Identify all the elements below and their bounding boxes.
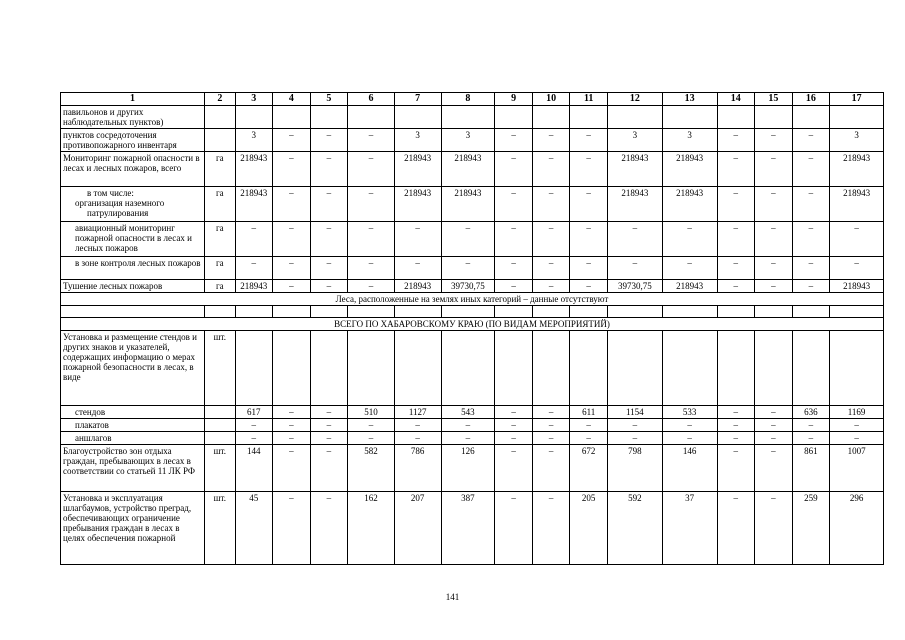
empty-cell xyxy=(570,306,608,318)
row-value: 218943 xyxy=(830,187,884,222)
section-row xyxy=(61,318,884,331)
row-unit: га xyxy=(205,257,235,280)
row-value: – xyxy=(755,152,793,187)
row-value: – xyxy=(495,280,533,293)
row-value: – xyxy=(717,257,755,280)
empty-cell xyxy=(792,306,830,318)
row-value: 617 xyxy=(235,406,273,419)
row-value: – xyxy=(755,492,793,565)
row-label xyxy=(61,432,205,445)
row-value xyxy=(607,106,662,129)
row-label-text: Мониторинг пожарной опасности в лесах и лесных пожаров, всего xyxy=(63,153,200,173)
row-value: – xyxy=(532,222,570,257)
row-value: – xyxy=(495,419,533,432)
row-unit xyxy=(205,406,235,419)
empty-cell xyxy=(273,306,311,318)
row-value: 218943 xyxy=(394,187,441,222)
column-header: 7 xyxy=(394,93,441,106)
row-value: – xyxy=(755,280,793,293)
row-value xyxy=(792,106,830,129)
row-value: – xyxy=(235,419,273,432)
row-value: – xyxy=(495,129,533,152)
row-value xyxy=(755,106,793,129)
row-value: – xyxy=(348,257,395,280)
row-value xyxy=(235,331,273,406)
row-value: – xyxy=(532,280,570,293)
row-value: – xyxy=(495,257,533,280)
row-value: – xyxy=(717,280,755,293)
row-unit: шт. xyxy=(205,331,235,406)
row-value: 1007 xyxy=(830,445,884,492)
column-header: 11 xyxy=(570,93,608,106)
empty-cell xyxy=(607,306,662,318)
column-header: 2 xyxy=(205,93,235,106)
row-value: 218943 xyxy=(235,187,273,222)
row-value: 672 xyxy=(570,445,608,492)
row-unit xyxy=(205,106,235,129)
row-value: – xyxy=(570,257,608,280)
row-label-text: в том числе: xyxy=(87,188,134,198)
row-value: – xyxy=(570,280,608,293)
row-label xyxy=(61,129,205,152)
row-value: – xyxy=(441,257,495,280)
row-value: – xyxy=(310,406,348,419)
column-header: 10 xyxy=(532,93,570,106)
table-row xyxy=(61,280,884,293)
empty-cell xyxy=(310,306,348,318)
row-value: – xyxy=(830,419,884,432)
row-value: 510 xyxy=(348,406,395,419)
row-value: – xyxy=(310,432,348,445)
column-header: 12 xyxy=(607,93,662,106)
row-value: – xyxy=(570,129,608,152)
row-value xyxy=(717,331,755,406)
row-value: – xyxy=(441,432,495,445)
row-unit: га xyxy=(205,222,235,257)
row-value xyxy=(310,331,348,406)
column-header: 15 xyxy=(755,93,793,106)
row-value: – xyxy=(755,257,793,280)
table-row xyxy=(61,331,884,406)
row-label xyxy=(61,445,205,492)
row-unit xyxy=(205,419,235,432)
row-value xyxy=(394,106,441,129)
row-value xyxy=(662,331,717,406)
row-unit: га xyxy=(205,187,235,222)
row-value xyxy=(662,106,717,129)
row-value: – xyxy=(830,257,884,280)
empty-cell xyxy=(61,306,205,318)
column-header: 3 xyxy=(235,93,273,106)
row-value xyxy=(792,331,830,406)
row-value xyxy=(441,331,495,406)
row-value: – xyxy=(348,187,395,222)
row-value: 3 xyxy=(662,129,717,152)
row-value xyxy=(348,106,395,129)
column-header: 1 xyxy=(61,93,205,106)
row-value: – xyxy=(310,187,348,222)
row-value: 205 xyxy=(570,492,608,565)
row-value: – xyxy=(310,445,348,492)
row-value: – xyxy=(830,432,884,445)
row-value: – xyxy=(273,257,311,280)
row-value: 218943 xyxy=(394,152,441,187)
row-value xyxy=(755,331,793,406)
row-value: – xyxy=(570,432,608,445)
row-value: – xyxy=(662,222,717,257)
row-label xyxy=(61,419,205,432)
row-value: – xyxy=(792,280,830,293)
table-row xyxy=(61,419,884,432)
empty-cell xyxy=(394,306,441,318)
row-value: – xyxy=(310,222,348,257)
row-value: – xyxy=(532,432,570,445)
row-value: 259 xyxy=(792,492,830,565)
row-value: – xyxy=(273,187,311,222)
empty-cell xyxy=(755,306,793,318)
row-value: – xyxy=(310,129,348,152)
row-value: – xyxy=(755,419,793,432)
row-value: – xyxy=(441,222,495,257)
row-value: – xyxy=(235,222,273,257)
row-unit: шт. xyxy=(205,492,235,565)
table-row xyxy=(61,492,884,565)
row-value: – xyxy=(662,432,717,445)
row-value: – xyxy=(310,419,348,432)
row-unit xyxy=(205,129,235,152)
row-value: – xyxy=(394,419,441,432)
row-label-text: аншлагов xyxy=(75,433,112,443)
row-value: 218943 xyxy=(830,280,884,293)
column-header: 9 xyxy=(495,93,533,106)
row-value: – xyxy=(717,187,755,222)
table-row xyxy=(61,187,884,222)
row-label xyxy=(61,257,205,280)
row-value: – xyxy=(570,222,608,257)
row-value: 387 xyxy=(441,492,495,565)
row-label-text: Установка и размещение стендов и других знаков и указателей, содержащих информацию о мерах пожарной безопасности в лесах, в виде xyxy=(63,332,197,382)
column-header: 5 xyxy=(310,93,348,106)
row-value: 3 xyxy=(441,129,495,152)
table-row xyxy=(61,152,884,187)
row-label xyxy=(61,492,205,565)
row-label-text: пунктов сосредоточения противопожарного инвентаря xyxy=(63,130,177,150)
row-value: – xyxy=(495,222,533,257)
row-value: – xyxy=(662,257,717,280)
row-value: 39730,75 xyxy=(607,280,662,293)
row-value: – xyxy=(792,129,830,152)
column-header: 13 xyxy=(662,93,717,106)
row-value: – xyxy=(495,492,533,565)
row-value: 533 xyxy=(662,406,717,419)
row-value: – xyxy=(310,152,348,187)
row-value: 218943 xyxy=(235,152,273,187)
row-value: 218943 xyxy=(441,187,495,222)
row-value: 611 xyxy=(570,406,608,419)
table-row xyxy=(61,106,884,129)
row-value: – xyxy=(310,280,348,293)
table-header-row xyxy=(61,93,884,106)
row-value: – xyxy=(717,406,755,419)
row-value: 592 xyxy=(607,492,662,565)
empty-cell xyxy=(348,306,395,318)
row-value: 3 xyxy=(830,129,884,152)
row-value: 1127 xyxy=(394,406,441,419)
row-value: 296 xyxy=(830,492,884,565)
row-label-text: Установка и эксплуатация шлагбаумов, устройство преград, обеспечивающих ограничение пребывания граждан в лесах в целях обеспечения пожарной xyxy=(63,493,192,543)
row-value xyxy=(570,106,608,129)
table-row xyxy=(61,129,884,152)
row-value: – xyxy=(273,129,311,152)
row-value: – xyxy=(273,406,311,419)
row-value: 162 xyxy=(348,492,395,565)
row-value: – xyxy=(570,187,608,222)
row-label xyxy=(61,222,205,257)
row-value: – xyxy=(607,222,662,257)
column-header: 4 xyxy=(273,93,311,106)
row-unit: га xyxy=(205,152,235,187)
row-label-text: павильонов и других наблюдательных пунктов) xyxy=(63,107,164,127)
row-value xyxy=(717,106,755,129)
row-value: – xyxy=(792,432,830,445)
row-value xyxy=(532,106,570,129)
row-value: 3 xyxy=(235,129,273,152)
row-value: – xyxy=(394,222,441,257)
section-total: ВСЕГО ПО ХАБАРОВСКОМУ КРАЮ (ПО ВИДАМ МЕРОПРИЯТИЙ) xyxy=(61,318,884,331)
row-value: 861 xyxy=(792,445,830,492)
row-label xyxy=(61,280,205,293)
row-value: – xyxy=(830,222,884,257)
row-value: 218943 xyxy=(394,280,441,293)
page-number: 141 xyxy=(445,592,460,602)
row-value: 218943 xyxy=(662,152,717,187)
row-value: – xyxy=(273,445,311,492)
row-value: 798 xyxy=(607,445,662,492)
empty-cell xyxy=(662,306,717,318)
row-value xyxy=(348,331,395,406)
row-value: – xyxy=(607,257,662,280)
row-value xyxy=(310,106,348,129)
row-value: 218943 xyxy=(662,280,717,293)
row-label-text: Тушение лесных пожаров xyxy=(63,281,163,291)
row-value: 1169 xyxy=(830,406,884,419)
row-value: 218943 xyxy=(235,280,273,293)
row-unit: га xyxy=(205,280,235,293)
table-row xyxy=(61,432,884,445)
row-value: – xyxy=(273,419,311,432)
row-value: 207 xyxy=(394,492,441,565)
row-value: 37 xyxy=(662,492,717,565)
row-value: – xyxy=(717,432,755,445)
column-header: 14 xyxy=(717,93,755,106)
row-label xyxy=(61,152,205,187)
row-value xyxy=(830,331,884,406)
row-value: – xyxy=(607,432,662,445)
row-value: – xyxy=(662,419,717,432)
row-value: – xyxy=(755,406,793,419)
row-value: 3 xyxy=(394,129,441,152)
row-value: – xyxy=(755,187,793,222)
row-value: – xyxy=(495,406,533,419)
row-value: – xyxy=(235,257,273,280)
empty-cell xyxy=(235,306,273,318)
row-value: – xyxy=(755,222,793,257)
row-value: – xyxy=(273,222,311,257)
row-value: – xyxy=(348,419,395,432)
section-row xyxy=(61,293,884,306)
row-unit xyxy=(205,432,235,445)
row-value: 218943 xyxy=(607,152,662,187)
row-value: – xyxy=(717,492,755,565)
row-value: – xyxy=(495,152,533,187)
row-label xyxy=(61,331,205,406)
empty-cell xyxy=(830,306,884,318)
row-value: – xyxy=(755,445,793,492)
row-value: – xyxy=(532,129,570,152)
row-label-text: авиационный мониторинг пожарной опасности в лесах и лесных пожаров xyxy=(75,223,192,253)
column-header: 17 xyxy=(830,93,884,106)
row-value xyxy=(441,106,495,129)
row-value: – xyxy=(532,406,570,419)
row-value: 1154 xyxy=(607,406,662,419)
row-value: – xyxy=(532,257,570,280)
row-value: 39730,75 xyxy=(441,280,495,293)
row-label-text: плакатов xyxy=(75,420,109,430)
row-value: – xyxy=(532,187,570,222)
row-label xyxy=(61,187,205,222)
table-row xyxy=(61,445,884,492)
row-value: – xyxy=(495,445,533,492)
row-value xyxy=(830,106,884,129)
row-value: – xyxy=(717,222,755,257)
row-value: – xyxy=(310,492,348,565)
row-value: – xyxy=(348,152,395,187)
fire-safety-table xyxy=(60,92,884,565)
table-row xyxy=(61,222,884,257)
column-header: 8 xyxy=(441,93,495,106)
row-value: – xyxy=(792,152,830,187)
row-label-text: в зоне контроля лесных пожаров xyxy=(75,258,201,268)
row-value: – xyxy=(348,222,395,257)
empty-cell xyxy=(205,306,235,318)
row-value xyxy=(607,331,662,406)
row-value: – xyxy=(607,419,662,432)
row-value: – xyxy=(348,129,395,152)
row-value: – xyxy=(273,280,311,293)
row-value: 218943 xyxy=(830,152,884,187)
row-value: 3 xyxy=(607,129,662,152)
row-value: 543 xyxy=(441,406,495,419)
row-value: – xyxy=(532,152,570,187)
row-value: 582 xyxy=(348,445,395,492)
column-header: 16 xyxy=(792,93,830,106)
row-value xyxy=(495,331,533,406)
row-value: – xyxy=(755,432,793,445)
row-value: – xyxy=(532,492,570,565)
row-value: – xyxy=(792,257,830,280)
row-value: – xyxy=(394,257,441,280)
row-value: 218943 xyxy=(607,187,662,222)
row-value: 126 xyxy=(441,445,495,492)
row-value xyxy=(235,106,273,129)
row-value: – xyxy=(717,129,755,152)
row-value: 636 xyxy=(792,406,830,419)
row-value xyxy=(273,106,311,129)
row-label-subtext: организация наземного патрулирования xyxy=(75,198,165,218)
row-label xyxy=(61,106,205,129)
row-value xyxy=(570,331,608,406)
row-value xyxy=(394,331,441,406)
row-unit: шт. xyxy=(205,445,235,492)
row-value: 786 xyxy=(394,445,441,492)
row-value: – xyxy=(717,152,755,187)
row-value: – xyxy=(717,445,755,492)
row-value: 218943 xyxy=(662,187,717,222)
row-value: 144 xyxy=(235,445,273,492)
row-value xyxy=(495,106,533,129)
empty-cell xyxy=(717,306,755,318)
row-label xyxy=(61,406,205,419)
row-value: – xyxy=(273,492,311,565)
row-value: – xyxy=(348,432,395,445)
row-value: 45 xyxy=(235,492,273,565)
row-value: 218943 xyxy=(441,152,495,187)
row-value: – xyxy=(348,280,395,293)
empty-cell xyxy=(495,306,533,318)
row-value xyxy=(273,331,311,406)
row-value: – xyxy=(570,152,608,187)
row-value: – xyxy=(495,187,533,222)
row-value: – xyxy=(441,419,495,432)
row-label-text: Благоустройство зон отдыха граждан, пребывающих в лесах в соответствии со статьей 11 ЛК РФ xyxy=(63,446,195,476)
section-other-lands: Леса, расположенные на землях иных категорий – данные отсутствуют xyxy=(61,293,884,306)
column-header: 6 xyxy=(348,93,395,106)
row-value xyxy=(532,331,570,406)
row-value: – xyxy=(792,222,830,257)
row-value: – xyxy=(310,257,348,280)
row-value: – xyxy=(717,419,755,432)
row-value: – xyxy=(235,432,273,445)
empty-cell xyxy=(441,306,495,318)
empty-row xyxy=(61,306,884,318)
row-label-text: стендов xyxy=(75,407,106,417)
row-value: – xyxy=(273,152,311,187)
row-value: – xyxy=(570,419,608,432)
row-value: 146 xyxy=(662,445,717,492)
row-value: – xyxy=(273,432,311,445)
row-value: – xyxy=(755,129,793,152)
row-value: – xyxy=(495,432,533,445)
empty-cell xyxy=(532,306,570,318)
table-row xyxy=(61,406,884,419)
row-value: – xyxy=(532,419,570,432)
row-value: – xyxy=(394,432,441,445)
row-value: – xyxy=(792,419,830,432)
table-row xyxy=(61,257,884,280)
row-value: – xyxy=(792,187,830,222)
row-value: – xyxy=(532,445,570,492)
